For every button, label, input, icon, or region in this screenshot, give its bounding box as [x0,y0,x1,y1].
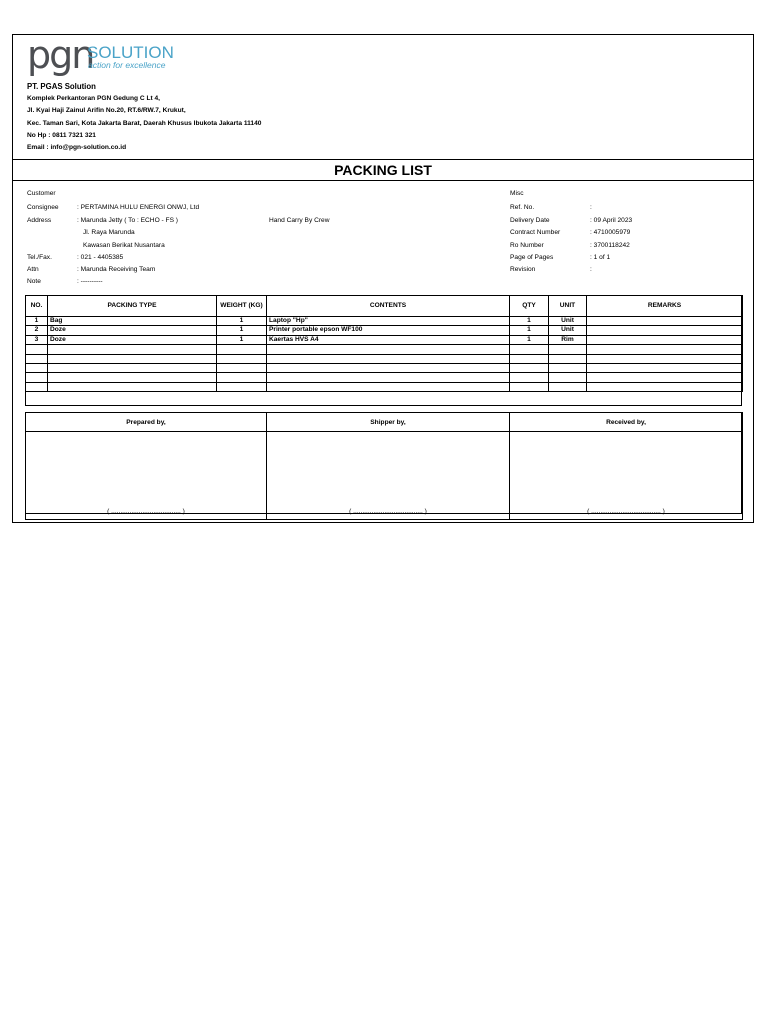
company-name: PT. PGAS Solution [27,82,96,91]
company-address-line: Jl. Kyai Haji Zainul Arifin No.20, RT.6/RW.7, Krukut, [27,107,186,115]
logo-word: SOLUTION [87,43,174,62]
shipper-signature-line: ( ...................................... ) [267,432,510,520]
document-title: PACKING LIST [334,162,432,178]
table-row [26,317,743,326]
cell-packing-type: Doze [48,326,217,335]
column-header-weight: WEIGHT (KG) [217,296,267,317]
note-label: Note [27,278,41,285]
cell-remarks [587,317,743,326]
delivery-date-value: : 09 April 2023 [590,217,633,224]
table-row [26,326,743,335]
delivery-date-label: Delivery Date [510,217,550,224]
ro-number-value: : 3700118242 [590,242,630,249]
table-row-empty [26,345,743,354]
table-row-empty [26,364,743,373]
consignee-label: Consignee [27,204,59,211]
table-header-row [26,296,743,317]
revision-label: Revision [510,266,536,273]
company-block [27,81,261,154]
cell-weight: 1 [217,335,267,344]
cell-qty: 1 [510,335,549,344]
consignee-value: : PERTAMINA HULU ENERGI ONWJ, Ltd [77,204,200,211]
cell-unit: Unit [549,326,587,335]
column-header-no: NO. [26,296,48,317]
cell-weight: 1 [217,317,267,326]
table-row-empty [26,382,743,391]
misc-heading: Misc [510,190,524,197]
title-band [13,159,753,181]
column-header-qty: QTY [510,296,549,317]
cell-unit: Unit [549,317,587,326]
logo-mark: pgn [27,33,94,77]
packing-items-table [25,295,743,392]
cell-remarks [587,326,743,335]
packing-list-document [12,34,754,523]
company-address-line: Kec. Taman Sari, Kota Jakarta Barat, Daerah Khusus Ibukota Jakarta 11140 [27,119,262,127]
cell-contents: Laptop "Hp" [267,317,510,326]
company-address-line: Komplek Perkantoran PGN Gedung C Lt 4, [27,95,160,103]
address-line-3: Kawasan Berikat Nusantara [83,242,165,249]
attn-value: : Marunda Receiving Team [77,266,156,273]
column-header-contents: CONTENTS [267,296,510,317]
table-row-empty [26,354,743,363]
cell-packing-type: Bag [48,317,217,326]
cell-qty: 1 [510,326,549,335]
page-of-pages-label: Page of Pages [510,254,554,261]
cell-remarks [587,335,743,344]
cell-no: 2 [26,326,48,335]
company-phone: No Hp : 0811 7321 321 [27,131,96,139]
column-header-packing-type: PACKING TYPE [48,296,217,317]
note-value: : ---------- [77,278,103,285]
company-email: Email : info@pgn-solution.co.id [27,144,127,152]
column-header-unit: UNIT [549,296,587,317]
cell-weight: 1 [217,326,267,335]
ro-number-label: Ro Number [510,242,544,249]
signature-table [25,412,743,520]
received-signature-line: ( ...................................... ) [510,432,743,520]
column-header-remarks: REMARKS [587,296,743,317]
contract-number-value: : 4710005979 [590,229,631,236]
logo-tagline: action for excellence [88,60,166,70]
hand-carry-note: Hand Carry By Crew [269,217,330,224]
cell-contents: Printer portable epson WF100 [267,326,510,335]
cell-packing-type: Doze [48,335,217,344]
attn-label: Attn [27,266,39,273]
address-line-2: Jl. Raya Marunda [83,229,135,236]
address-label: Address [27,217,52,224]
ref-label: Ref. No. [510,204,535,211]
prepared-signature-line: ( ...................................... ) [26,432,267,520]
table-row-empty [26,373,743,382]
cell-qty: 1 [510,317,549,326]
page-of-pages-value: : 1 of 1 [590,254,611,261]
table-row [26,335,743,344]
cell-unit: Rim [549,335,587,344]
shipper-by-label: Shipper by, [267,413,510,432]
tel-value: : 021 - 4405385 [77,254,124,261]
revision-value: : [590,266,592,273]
address-value: : Marunda Jetty ( To : ECHO - FS ) [77,217,179,224]
contract-number-label: Contract Number [510,229,561,236]
customer-heading: Customer [27,190,56,197]
prepared-by-label: Prepared by, [26,413,267,432]
cell-no: 1 [26,317,48,326]
received-by-label: Received by, [510,413,743,432]
cell-contents: Kaertas HVS A4 [267,335,510,344]
tel-label: Tel./Fax. [27,254,52,261]
ref-value: : [590,204,592,211]
cell-no: 3 [26,335,48,344]
